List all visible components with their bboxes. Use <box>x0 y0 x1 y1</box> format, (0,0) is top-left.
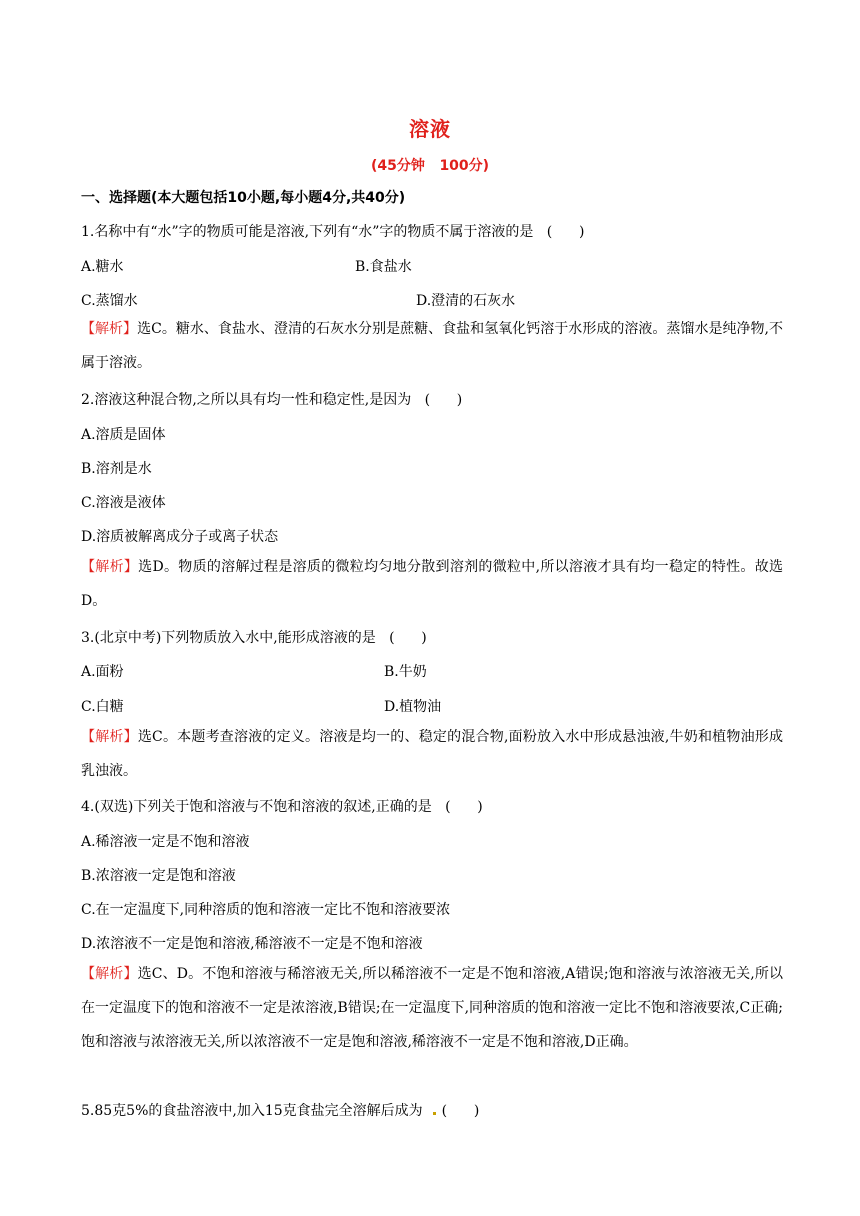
question-5-stem-bracket: ( ) <box>441 1103 480 1119</box>
question-1-stem: 1.名称中有“水”字的物质可能是溶液,下列有“水”字的物质不属于溶液的是 ( ) <box>81 224 585 240</box>
answer-tag: 【解析】 <box>81 321 138 337</box>
question-5-stem <box>81 1101 479 1121</box>
question-4-stem: 4.(双选)下列关于饱和溶液与不饱和溶液的叙述,正确的是 ( ) <box>81 799 483 815</box>
question-3-option-a: A.面粉 <box>81 664 124 680</box>
question-4-option-b: B.浓溶液一定是饱和溶液 <box>81 868 236 884</box>
question-3-option-d: D.植物油 <box>384 699 442 715</box>
question-3-stem: 3.(北京中考)下列物质放入水中,能形成溶液的是 ( ) <box>81 630 427 646</box>
mark-dot <box>433 1112 436 1115</box>
question-2-option-c: C.溶液是液体 <box>81 495 166 511</box>
section-heading: 一、选择题(本大题包括10小题,每小题4分,共40分) <box>81 190 406 206</box>
question-1-option-d: D.澄清的石灰水 <box>416 293 516 309</box>
question-1-option-c: C.蒸馏水 <box>81 293 138 309</box>
question-1-answer <box>81 312 783 380</box>
question-5-stem-text: 5.85克5%的食盐溶液中,加入15克食盐完全溶解后成为 <box>81 1103 423 1119</box>
question-2-stem: 2.溶液这种混合物,之所以具有均一性和稳定性,是因为 ( ) <box>81 392 463 408</box>
answer-tag: 【解析】 <box>81 729 138 745</box>
question-1-option-a: A.糖水 <box>81 259 124 275</box>
answer-tag: 【解析】 <box>81 559 139 575</box>
question-3-answer <box>81 720 783 788</box>
answer-tag: 【解析】 <box>81 966 138 982</box>
answer-text: 选C、D。不饱和溶液与稀溶液无关,所以稀溶液不一定是不饱和溶液,A错误;饱和溶液与浓溶液无关,所以在一定温度下的饱和溶液不一定是浓溶液,B错误;在一定温度下,同种溶质的饱和溶液一定比不饱和溶液要浓,C正确;饱和溶液与浓溶液无关,所以浓溶液不一定是饱和溶液,稀溶液不一定是不饱和溶液,D正确。 <box>81 966 783 1050</box>
answer-text: 选C。本题考查溶液的定义。溶液是均一的、稳定的混合物,面粉放入水中形成悬浊液,牛奶和植物油形成乳浊液。 <box>81 729 783 779</box>
question-4-answer <box>81 957 783 1059</box>
question-2-option-d: D.溶质被解离成分子或离子状态 <box>81 529 279 545</box>
answer-text: 选D。物质的溶解过程是溶质的微粒均匀地分散到溶剂的微粒中,所以溶液才具有均一稳定的特性。故选D。 <box>81 559 783 609</box>
question-3-option-b: B.牛奶 <box>384 664 427 680</box>
question-4-option-c: C.在一定温度下,同种溶质的饱和溶液一定比不饱和溶液要浓 <box>81 902 451 918</box>
question-4-option-a: A.稀溶液一定是不饱和溶液 <box>81 834 250 850</box>
answer-text: 选C。糖水、食盐水、澄清的石灰水分别是蔗糖、食盐和氢氧化钙溶于水形成的溶液。蒸馏水是纯净物,不属于溶液。 <box>81 321 783 371</box>
question-1-option-b: B.食盐水 <box>355 259 412 275</box>
question-2-answer <box>81 550 783 618</box>
question-3-option-c: C.白糖 <box>81 699 124 715</box>
page-title: 溶液 <box>409 117 451 141</box>
page-subtitle: (45分钟 100分) <box>370 158 490 174</box>
question-4-option-d: D.浓溶液不一定是饱和溶液,稀溶液不一定是不饱和溶液 <box>81 936 423 952</box>
question-2-option-a: A.溶质是固体 <box>81 427 166 443</box>
question-2-option-b: B.溶剂是水 <box>81 461 152 477</box>
